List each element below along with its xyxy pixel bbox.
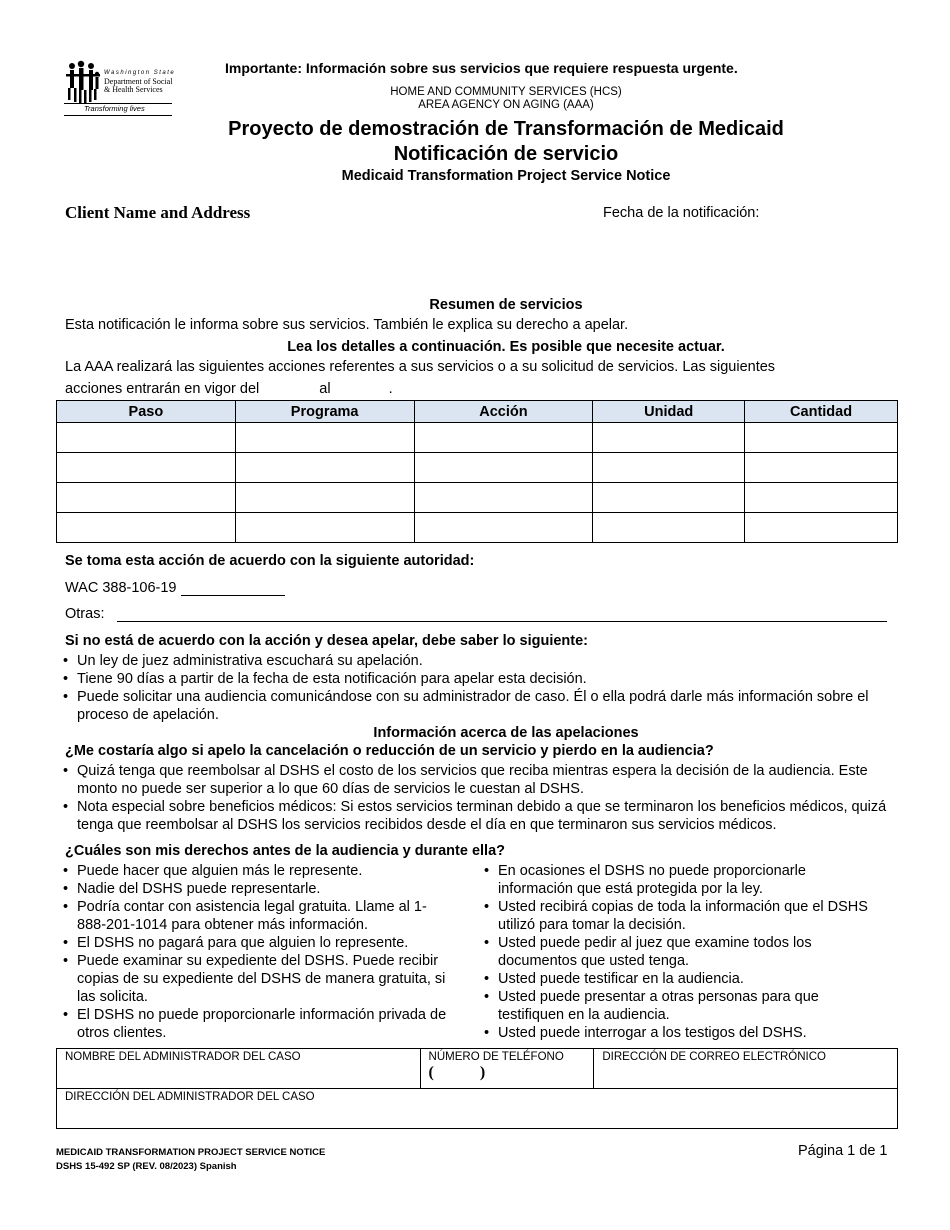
col-programa: Programa (235, 401, 414, 423)
effective-period: . (388, 381, 393, 397)
list-item: • El DSHS no puede proporcionarle información privada de otros clientes. (63, 1006, 453, 1042)
rights-heading: ¿Cuáles son mis derechos antes de la audiencia y durante ella? (65, 843, 505, 859)
case-manager-name-label: NOMBRE DEL ADMINISTRADOR DEL CASO (65, 1051, 301, 1063)
list-item: • En ocasiones el DSHS no puede proporcionarle información que está protegida por la ley. (484, 862, 884, 898)
otras-field[interactable] (117, 621, 887, 622)
page-title-english: Medicaid Transformation Project Service Notice (341, 168, 671, 184)
list-item: • Puede hacer que alguien más le represente. (63, 862, 453, 880)
table-cell[interactable] (235, 483, 414, 513)
list-item: • Usted puede presentar a otras personas para que testifiquen en la audiencia. (484, 988, 884, 1024)
list-item: • El DSHS no pagará para que alguien lo represente. (63, 934, 453, 952)
table-cell[interactable] (414, 483, 593, 513)
phone-field[interactable] (420, 1049, 594, 1089)
logo-dept-line1: Department of Social (104, 77, 173, 86)
wac-label: WAC 388-106-19 (65, 580, 177, 596)
phone-paren-close: ) (479, 1064, 486, 1081)
table-cell[interactable] (57, 483, 236, 513)
aaa-label: AREA AGENCY ON AGING (AAA) (418, 99, 594, 111)
notice-date-label: Fecha de la notificación: (603, 205, 760, 221)
list-item: • Usted puede testificar en la audiencia. (484, 970, 884, 988)
phone-area-code (429, 1064, 586, 1082)
urgent-notice: Importante: Información sobre sus servicios que requiere respuesta urgente. (225, 60, 738, 76)
footer-form-number: DSHS 15-492 SP (REV. 08/2023) Spanish (56, 1161, 237, 1172)
table-cell[interactable] (593, 513, 745, 543)
rights-list-right (484, 862, 884, 1042)
table-cell[interactable] (414, 513, 593, 543)
list-item: • Puede solicitar una audiencia comunicándose con su administrador de caso. Él o ella podrá darle más información sobre el proceso de apelación. (63, 688, 893, 724)
table-cell[interactable] (414, 423, 593, 453)
list-item: • Un ley de juez administrativa escuchará su apelación. (63, 652, 893, 670)
appeal-list (63, 652, 893, 724)
email-field[interactable] (594, 1049, 898, 1089)
table-row (57, 453, 898, 483)
service-table (56, 400, 898, 543)
list-item: • Podría contar con asistencia legal gratuita. Llame al 1-888-201-1014 para obtener más información. (63, 898, 453, 934)
table-row (57, 513, 898, 543)
table-row (57, 483, 898, 513)
list-item: • Usted puede interrogar a los testigos del DSHS. (484, 1024, 884, 1042)
otras-label: Otras: (65, 606, 105, 622)
phone-label: NÚMERO DE TELÉFONO (428, 1051, 564, 1063)
table-cell[interactable] (235, 453, 414, 483)
email-label: DIRECCIÓN DE CORREO ELECTRÓNICO (602, 1051, 826, 1063)
page-title: Proyecto de demostración de Transformación de Medicaid (228, 118, 784, 140)
page-number: Página 1 de 1 (798, 1143, 888, 1159)
table-cell[interactable] (235, 513, 414, 543)
actions-effective-line (65, 381, 393, 397)
list-item: • Usted recibirá copias de toda la información que el DSHS utilizó para tomar la decisión. (484, 898, 884, 934)
table-cell[interactable] (593, 483, 745, 513)
client-name-label: Client Name and Address (65, 203, 251, 222)
col-cantidad: Cantidad (745, 401, 898, 423)
logo-dept-line2: & Health Services (104, 85, 163, 94)
wac-field[interactable] (181, 581, 285, 596)
table-cell[interactable] (57, 453, 236, 483)
read-details-notice: Lea los detalles a continuación. Es posible que necesite actuar. (287, 339, 725, 355)
table-row (57, 423, 898, 453)
logo-state: Washington State (104, 70, 176, 76)
summary-paragraph: Esta notificación le informa sobre sus servicios. También le explica su derecho a apelar. (65, 317, 629, 333)
appeal-heading: Si no está de acuerdo con la acción y desea apelar, debe saber lo siguiente: (65, 633, 588, 649)
service-table-header (57, 401, 898, 423)
col-unidad: Unidad (593, 401, 745, 423)
effective-from-label: acciones entrarán en vigor del (65, 381, 260, 397)
appeals-info-heading: Información acerca de las apelaciones (373, 725, 639, 741)
table-cell[interactable] (745, 423, 898, 453)
table-cell[interactable] (57, 423, 236, 453)
case-manager-row (57, 1049, 898, 1089)
summary-heading: Resumen de servicios (429, 297, 583, 313)
page-subtitle: Notificación de servicio (393, 143, 619, 165)
cost-question: ¿Me costaría algo si apelo la cancelación o reducción de un servicio y pierdo en la audiencia? (65, 743, 714, 759)
rights-list-left (63, 862, 453, 1042)
table-cell[interactable] (593, 453, 745, 483)
list-item: • Tiene 90 días a partir de la fecha de esta notificación para apelar esta decisión. (63, 670, 893, 688)
list-item: • Quizá tenga que reembolsar al DSHS el costo de los servicios que reciba mientras espera la decisión de la audiencia. Este monto no puede ser superior a lo que 60 días de servicios le cuestan al DSHS. (63, 762, 898, 798)
logo-divider-bottom (64, 115, 172, 116)
phone-paren-open: ( (428, 1064, 434, 1081)
case-manager-table (56, 1048, 898, 1129)
footer-form-title: MEDICAID TRANSFORMATION PROJECT SERVICE NOTICE (56, 1147, 326, 1158)
case-manager-address-field[interactable] (57, 1089, 898, 1129)
case-manager-name-field[interactable] (57, 1049, 421, 1089)
list-item: • Usted puede pedir al juez que examine todos los documentos que usted tenga. (484, 934, 884, 970)
wac-line (65, 580, 285, 596)
table-cell[interactable] (593, 423, 745, 453)
table-cell[interactable] (745, 453, 898, 483)
case-manager-address-label: DIRECCIÓN DEL ADMINISTRADOR DEL CASO (65, 1091, 315, 1103)
col-accion: Acción (414, 401, 593, 423)
table-cell[interactable] (57, 513, 236, 543)
list-item: • Nota especial sobre beneficios médicos: Si estos servicios terminan debido a que se terminaron los beneficios médicos, quizá tenga que reembolsar al DSHS los servicios recibidos desde el día en que terminaron sus servicios médicos. (63, 798, 898, 834)
hcs-label: HOME AND COMMUNITY SERVICES (HCS) (390, 86, 622, 98)
list-item: • Nadie del DSHS puede representarle. (63, 880, 453, 898)
logo-tagline: Transforming lives (84, 104, 145, 113)
table-cell[interactable] (414, 453, 593, 483)
table-cell[interactable] (745, 483, 898, 513)
actions-paragraph: La AAA realizará las siguientes acciones referentes a sus servicios o a su solicitud de servicios. Las siguientes (65, 359, 776, 375)
col-paso: Paso (57, 401, 236, 423)
authority-heading: Se toma esta acción de acuerdo con la siguiente autoridad: (65, 553, 475, 569)
case-manager-address-row (57, 1089, 898, 1129)
effective-to-label: al (319, 381, 331, 397)
cost-list (63, 762, 898, 834)
table-cell[interactable] (745, 513, 898, 543)
table-cell[interactable] (235, 423, 414, 453)
list-item: • Puede examinar su expediente del DSHS. Puede recibir copias de su expediente del DSHS de manera gratuita, si las solicita. (63, 952, 453, 1006)
